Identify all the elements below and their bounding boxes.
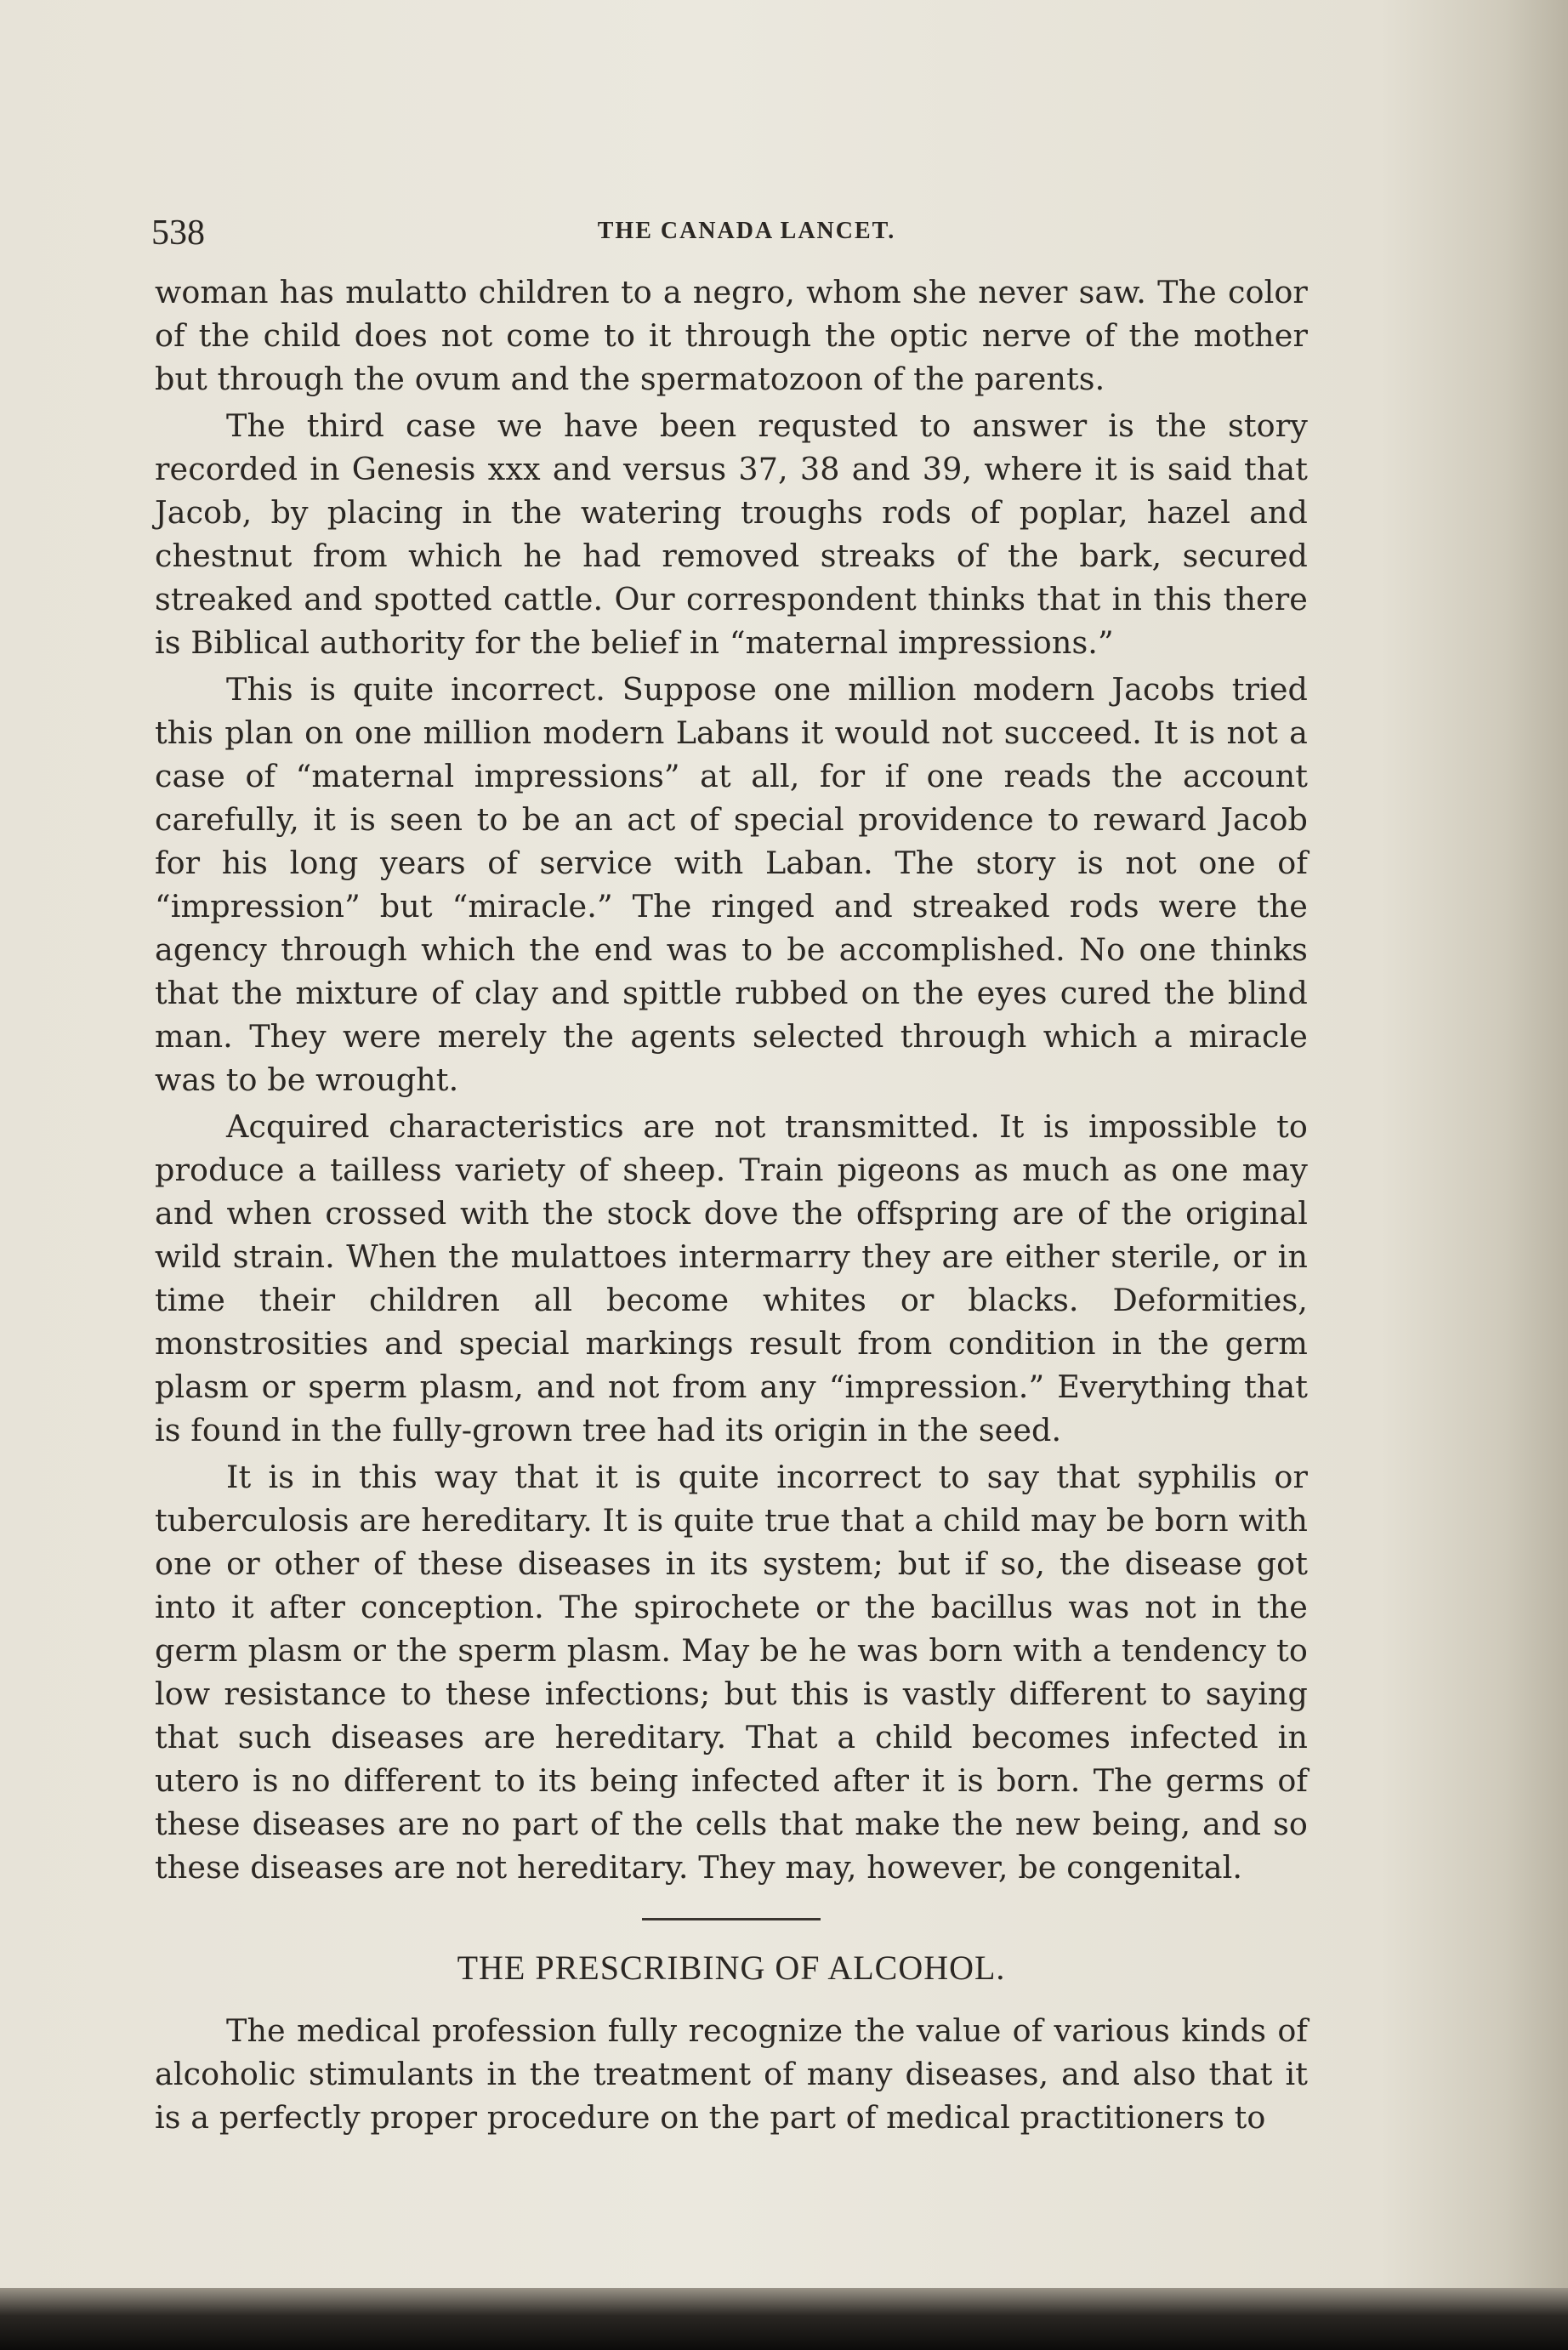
paragraph: This is quite incorrect. Suppose one million modern Jacobs tried this plan on one million modern Labans it would not succeed. It is not a case of “maternal impressions” at all, for if one reads the account carefully, it is seen to be an act of special providence to reward Jacob for his long years of service with Laban. The story is not one of “impression” but “miracle.” The ringed and streaked rods were the agency through which the end was to be accomplished. No one thinks that the mixture of clay and spittle rubbed on the eyes cured the blind man. They were merely the agents selected through which a miracle was to be wrought. — [155, 671, 1308, 1098]
section-divider — [642, 1918, 821, 1920]
page-number: 538 — [151, 213, 205, 253]
page-header — [151, 204, 1308, 255]
paragraph: woman has mulatto children to a negro, whom she never saw. The color of the child does not come to it through the optic nerve of the mother but through the ovum and the spermatozoon of the parents. — [155, 274, 1308, 397]
running-title: THE CANADA LANCET. — [597, 218, 896, 244]
page-bottom-shadow — [0, 2288, 1568, 2350]
paragraph: The third case we have been requsted to answer is the story recorded in Genesis xxx and versus 37, 38 and 39, where it is said that Jacob, by placing in the watering troughs rods of poplar, hazel and chestnut from which he had removed streaks of the bark, secured streaked and spotted cattle. Our correspondent thinks that in this there is Biblical authority for the belief in “maternal impressions.” — [155, 407, 1308, 661]
section-title: THE PRESCRIBING OF ALCOHOL. — [457, 1949, 1006, 1987]
paragraph: Acquired characteristics are not transmitted. It is impossible to produce a tailless variety of sheep. Train pigeons as much as one may and when crossed with the stock dove the offspring are of the original wild strain. When the mulattoes intermarry they are either sterile, or in time their children all become whites or blacks. Deformities, monstrosities and special markings result from condition in the germ plasm or sperm plasm, and not from any “impression.” Everything that is found in the fully-grown tree had its origin in the seed. — [155, 1108, 1308, 1448]
body-text — [155, 270, 1308, 2139]
paragraph: The medical profession fully recognize the value of various kinds of alcoholic stimulants in the treatment of many diseases, and also that it is a perfectly proper procedure on the part of medical practitioners to — [155, 2012, 1308, 2136]
paragraph: It is in this way that it is quite incorrect to say that syphilis or tuberculosis are hereditary. It is quite true that a child may be born with one or other of these diseases in its system; but if so, the disease got into it after conception. The spirochete or the bacillus was not in the germ plasm or the sperm plasm. May be he was born with a tendency to low resistance to these infections; but this is vastly different to saying that such diseases are hereditary. That a child becomes infected in utero is no different to its being infected after it is born. The germs of these diseases are no part of the cells that make the new being, and so these diseases are not hereditary. They may, however, be congenital. — [155, 1459, 1308, 1886]
